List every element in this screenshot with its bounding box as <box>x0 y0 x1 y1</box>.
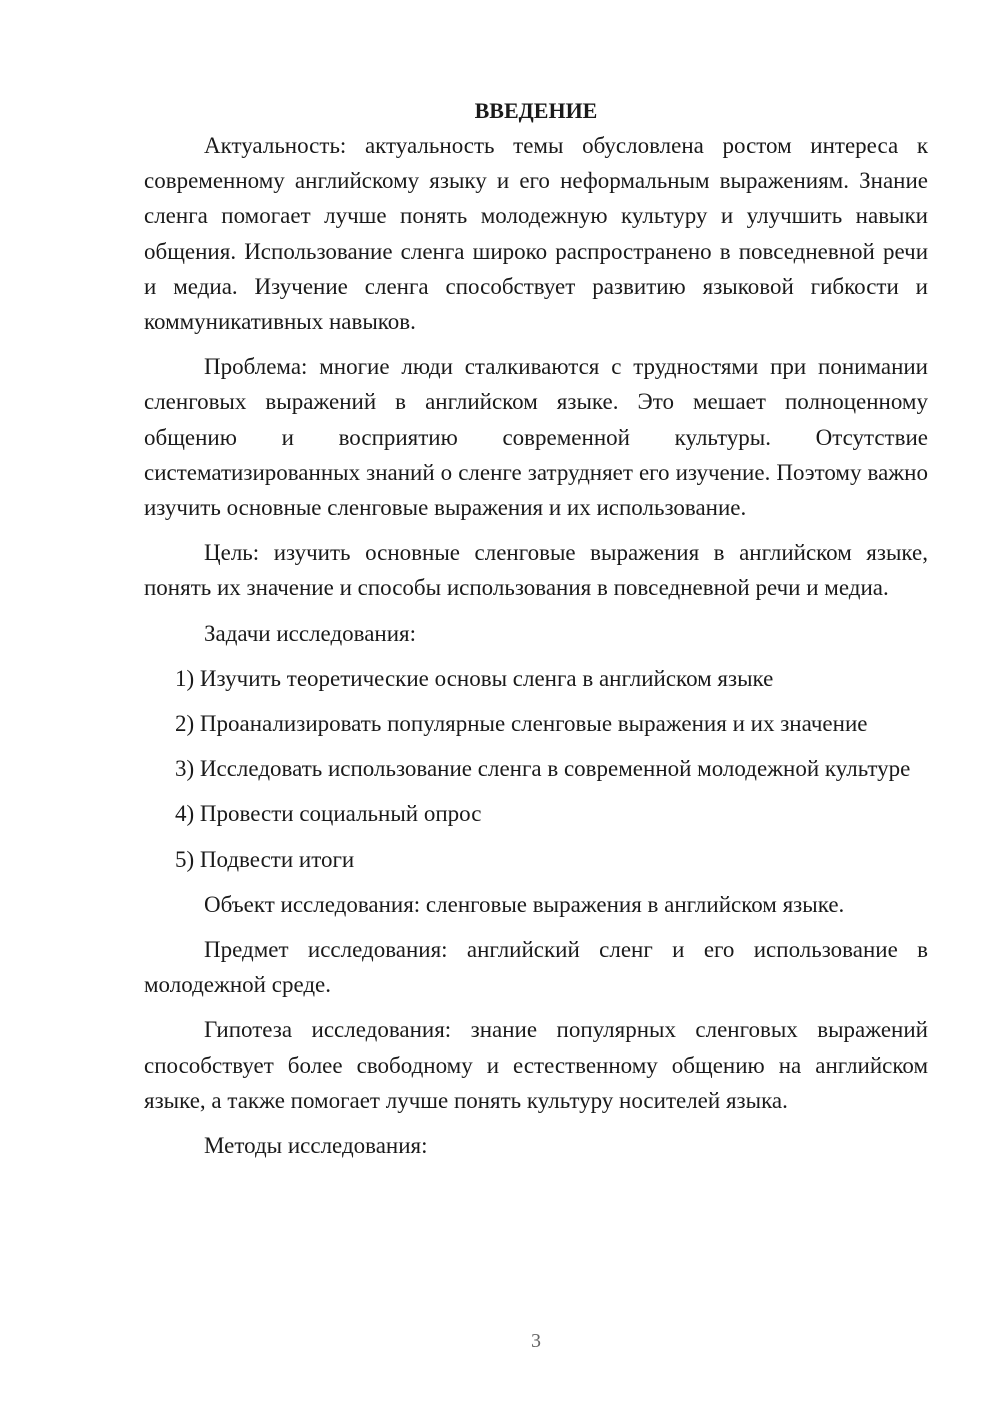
tasks-title: Задачи исследования: <box>204 620 417 646</box>
subject-paragraph: Предмет исследования: английский сленг и его использование в молодежной среде. <box>144 937 928 998</box>
page-number: 3 <box>531 1330 541 1352</box>
task-item: 2) Проанализировать популярные сленговые выражения и их значение <box>175 711 868 737</box>
section-heading: ВВЕДЕНИЕ <box>474 98 598 123</box>
task-item: 1) Изучить теоретические основы сленга в английском языке <box>175 665 774 691</box>
object-paragraph: Объект исследования: сленговые выражения в английском языке. <box>204 891 845 917</box>
goal-paragraph: Цель: изучить основные сленговые выражения в английском языке, понять их значение и способы использования в повседневной речи и медиа. <box>144 540 928 601</box>
hypothesis-paragraph: Гипотеза исследования: знание популярных сленговых выражений способствует более свободному и естественному общению на английском языке, а также помогает лучше понять культуру носителей языка. <box>144 1017 928 1113</box>
task-item: 5) Подвести итоги <box>175 846 355 872</box>
page-body <box>144 93 928 1173</box>
task-item: 4) Провести социальный опрос <box>175 801 482 827</box>
problem-paragraph: Проблема: многие люди сталкиваются с трудностями при понимании сленговых выражений в английском языке. Это мешает полноценному общению и восприятию современной культуры. Отсутствие систематизированных знаний о сленге затрудняет его изучение. Поэтому важно изучить основные сленговые выражения и их использование. <box>144 354 928 521</box>
methods-title: Методы исследования: <box>204 1133 428 1159</box>
task-item: 3) Исследовать использование сленга в современной молодежной культуре <box>175 756 911 782</box>
relevance-paragraph: Актуальность: актуальность темы обусловлена ростом интереса к современному английскому языку и его неформальным выражениям. Знание сленга помогает лучше понять молодежную культуру и улучшить навыки общения. Использование сленга широко распространено в повседневной речи и медиа. Изучение сленга способствует развитию языковой гибкости и коммуникативных навыков. <box>144 133 928 335</box>
